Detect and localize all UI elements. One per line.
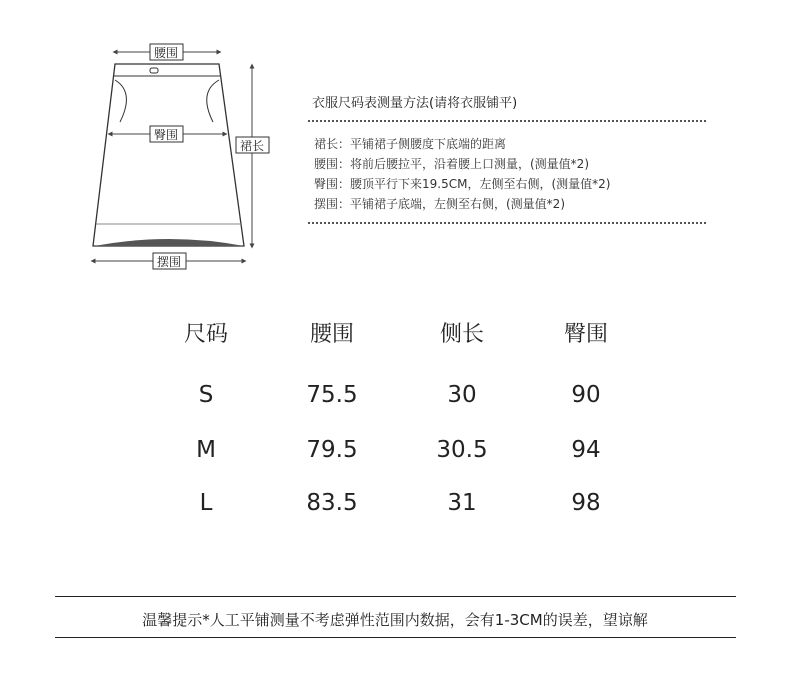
row-m-size: M: [196, 437, 216, 463]
method-item-hip: 臀围：腰顶平行下来19.5CM，左侧至右侧，(测量值*2): [314, 177, 611, 191]
row-m-hip: 94: [571, 437, 601, 463]
method-item-waist: 腰围：将前后腰拉平，沿着腰上口测量，(测量值*2): [314, 157, 589, 171]
row-l-size: L: [199, 490, 213, 516]
hem-label: 摆围: [156, 255, 182, 269]
footer-bottom-rule: [55, 637, 736, 638]
row-m-waist: 79.5: [306, 437, 358, 463]
method-item-length: 裙长：平铺裙子侧腰度下底端的距离: [314, 137, 507, 151]
row-l-waist: 83.5: [306, 490, 358, 516]
footer-top-rule: [55, 596, 736, 597]
row-s-hip: 90: [571, 382, 601, 408]
row-s-side-length: 30: [447, 382, 477, 408]
hip-label: 臀围: [153, 128, 179, 142]
length-label: 裙长: [239, 139, 265, 153]
method-title: 衣服尺码表测量方法(请将衣服铺平): [312, 96, 518, 111]
header-hip: 臀围: [563, 322, 608, 347]
waist-label: 腰围: [153, 46, 179, 60]
header-size: 尺码: [183, 322, 228, 347]
row-l-hip: 98: [571, 490, 601, 516]
header-waist: 腰围: [309, 322, 354, 347]
row-s-waist: 75.5: [306, 382, 358, 408]
footer-note: 温馨提示*人工平铺测量不考虑弹性范围内数据，会有1-3CM的误差，望谅解: [142, 611, 648, 629]
row-m-side-length: 30.5: [436, 437, 488, 463]
method-item-hem: 摆围：平铺裙子底端，左侧至右侧，(测量值*2): [314, 197, 565, 211]
row-s-size: S: [198, 382, 214, 408]
row-l-side-length: 31: [447, 490, 477, 516]
header-side-length: 侧长: [439, 322, 484, 347]
